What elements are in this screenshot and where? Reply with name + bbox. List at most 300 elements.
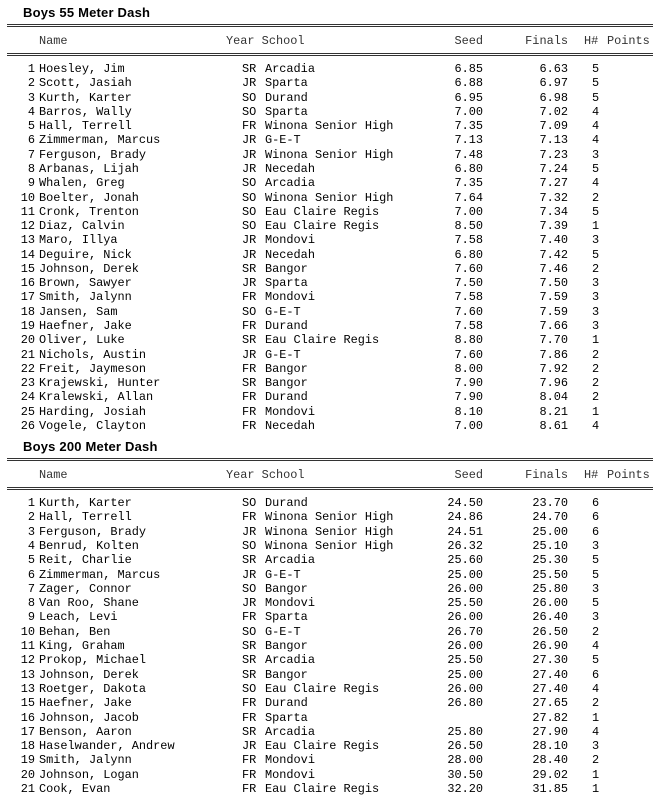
finals-cell: 27.40 xyxy=(532,667,568,682)
column-header-heat: H# xyxy=(584,468,599,482)
athlete-name-cell: Leach, Levi xyxy=(39,610,118,625)
school-cell: Durand xyxy=(265,496,308,510)
athlete-name-cell: Cook, Evan xyxy=(39,782,111,796)
seed-cell: 25.50 xyxy=(447,653,483,668)
athlete-name-cell: Deguire, Nick xyxy=(39,247,132,262)
finals-cell: 7.86 xyxy=(539,347,568,362)
column-header-name: Name xyxy=(39,468,68,482)
place-cell: 13 xyxy=(20,233,35,248)
seed-cell: 6.80 xyxy=(454,247,483,262)
heat-cell: 2 xyxy=(592,753,600,768)
heat-cell: 6 xyxy=(592,667,600,682)
heat-cell: 6 xyxy=(592,524,600,539)
finals-cell: 7.09 xyxy=(539,119,568,134)
school-cell: Bangor xyxy=(265,581,308,596)
column-header-points: Points xyxy=(607,34,650,48)
school-cell: Durand xyxy=(265,696,308,711)
place-cell: 13 xyxy=(20,681,35,696)
heat-cell: 2 xyxy=(592,261,600,276)
athlete-name-cell: Oliver, Luke xyxy=(39,333,125,348)
place-cell: 5 xyxy=(27,119,35,134)
athlete-name-cell: Vogele, Clayton xyxy=(39,419,147,433)
heat-cell: 2 xyxy=(592,696,600,711)
seed-cell: 32.20 xyxy=(447,782,483,796)
school-cell: Necedah xyxy=(265,161,315,176)
year-cell: JR xyxy=(242,596,257,611)
heat-cell: 3 xyxy=(592,538,600,553)
finals-cell: 7.39 xyxy=(539,219,568,234)
school-cell: Necedah xyxy=(265,247,315,262)
finals-cell: 7.23 xyxy=(539,147,568,162)
school-cell: Mondovi xyxy=(265,290,315,305)
heat-cell: 3 xyxy=(592,581,600,596)
seed-cell: 6.80 xyxy=(454,161,483,176)
year-cell: SR xyxy=(242,62,257,76)
school-cell: Eau Claire Regis xyxy=(265,739,380,754)
column-header-name: Name xyxy=(39,34,68,48)
heat-cell: 5 xyxy=(592,653,600,668)
seed-cell: 25.60 xyxy=(447,553,483,568)
seed-cell: 7.58 xyxy=(454,319,483,334)
year-cell: SO xyxy=(242,581,257,596)
place-cell: 19 xyxy=(20,753,35,768)
year-cell: SR xyxy=(242,667,257,682)
seed-cell: 7.35 xyxy=(454,119,483,134)
year-cell: FR xyxy=(242,753,257,768)
heat-cell: 3 xyxy=(592,304,600,319)
heat-cell: 2 xyxy=(592,390,600,405)
athlete-name-cell: Maro, Illya xyxy=(39,233,118,248)
year-cell: FR xyxy=(242,319,257,334)
athlete-name-cell: Whalen, Greg xyxy=(39,176,125,191)
heat-cell: 1 xyxy=(592,333,600,348)
place-cell: 4 xyxy=(27,104,35,119)
athlete-name-cell: Haselwander, Andrew xyxy=(39,739,175,754)
seed-cell: 8.00 xyxy=(454,361,483,376)
athlete-name-cell: Ferguson, Brady xyxy=(39,524,147,539)
school-cell: Necedah xyxy=(265,419,315,433)
finals-cell: 27.30 xyxy=(532,653,568,668)
seed-cell: 7.13 xyxy=(454,133,483,148)
finals-cell: 24.70 xyxy=(532,510,568,525)
school-cell: Arcadia xyxy=(265,62,315,76)
place-cell: 20 xyxy=(20,767,35,782)
year-cell: JR xyxy=(242,347,257,362)
place-cell: 17 xyxy=(20,290,35,305)
year-cell: SR xyxy=(242,376,257,391)
year-cell: SR xyxy=(242,653,257,668)
place-cell: 21 xyxy=(20,347,35,362)
heat-cell: 2 xyxy=(592,347,600,362)
heat-cell: 1 xyxy=(592,767,600,782)
seed-cell: 25.00 xyxy=(447,667,483,682)
school-cell: Eau Claire Regis xyxy=(265,333,380,348)
year-cell: SR xyxy=(242,639,257,653)
school-cell: Bangor xyxy=(265,261,308,276)
seed-cell: 7.90 xyxy=(454,376,483,391)
year-cell: JR xyxy=(242,76,257,91)
finals-cell: 28.40 xyxy=(532,753,568,768)
column-header-heat: H# xyxy=(584,34,599,48)
finals-cell: 7.46 xyxy=(539,261,568,276)
place-cell: 18 xyxy=(20,739,35,754)
place-cell: 2 xyxy=(27,510,35,525)
heat-cell: 3 xyxy=(592,233,600,248)
athlete-name-cell: Roetger, Dakota xyxy=(39,681,147,696)
place-cell: 19 xyxy=(20,319,35,334)
year-cell: FR xyxy=(242,119,257,134)
year-cell: JR xyxy=(242,524,257,539)
school-cell: Arcadia xyxy=(265,653,315,668)
finals-cell: 7.66 xyxy=(539,319,568,334)
athlete-name-cell: Freit, Jaymeson xyxy=(39,361,147,376)
place-cell: 23 xyxy=(20,376,35,391)
seed-cell: 26.00 xyxy=(447,581,483,596)
finals-cell: 29.02 xyxy=(532,767,568,782)
athlete-name-cell: Hall, Terrell xyxy=(39,119,132,134)
seed-cell: 30.50 xyxy=(447,767,483,782)
heat-cell: 5 xyxy=(592,204,600,219)
athlete-name-cell: Krajewski, Hunter xyxy=(39,376,161,391)
athlete-name-cell: Arbanas, Lijah xyxy=(39,161,139,176)
school-cell: Sparta xyxy=(265,276,308,291)
finals-cell: 25.00 xyxy=(532,524,568,539)
column-header-year-school: Year School xyxy=(226,34,305,48)
finals-cell: 7.59 xyxy=(539,290,568,305)
header-rule xyxy=(7,487,653,490)
finals-cell: 6.63 xyxy=(539,62,568,76)
seed-cell: 25.00 xyxy=(447,567,483,582)
athlete-name-cell: Johnson, Logan xyxy=(39,767,139,782)
athlete-name-cell: Behan, Ben xyxy=(39,624,111,639)
place-cell: 5 xyxy=(27,553,35,568)
heat-cell: 3 xyxy=(592,610,600,625)
athlete-name-cell: Johnson, Derek xyxy=(39,667,139,682)
finals-cell: 27.82 xyxy=(532,710,568,725)
heat-cell: 4 xyxy=(592,119,600,134)
year-cell: FR xyxy=(242,767,257,782)
year-cell: FR xyxy=(242,510,257,525)
heat-cell: 1 xyxy=(592,782,600,796)
school-cell: Mondovi xyxy=(265,767,315,782)
place-cell: 24 xyxy=(20,390,35,405)
heat-cell: 4 xyxy=(592,104,600,119)
athlete-name-cell: Cronk, Trenton xyxy=(39,204,139,219)
place-cell: 11 xyxy=(20,204,35,219)
school-cell: Durand xyxy=(265,90,308,105)
athlete-name-cell: Smith, Jalynn xyxy=(39,753,132,768)
finals-cell: 27.65 xyxy=(532,696,568,711)
school-cell: Arcadia xyxy=(265,724,315,739)
school-cell: G-E-T xyxy=(265,624,301,639)
header-rule xyxy=(7,53,653,56)
place-cell: 10 xyxy=(20,624,35,639)
athlete-name-cell: Kralewski, Allan xyxy=(39,390,154,405)
column-header-finals: Finals xyxy=(525,468,568,482)
column-header-finals: Finals xyxy=(525,34,568,48)
finals-cell: 26.40 xyxy=(532,610,568,625)
year-cell: JR xyxy=(242,276,257,291)
school-cell: Durand xyxy=(265,390,308,405)
finals-cell: 7.34 xyxy=(539,204,568,219)
finals-cell: 8.04 xyxy=(539,390,568,405)
finals-cell: 7.02 xyxy=(539,104,568,119)
seed-cell: 7.00 xyxy=(454,204,483,219)
heat-cell: 5 xyxy=(592,90,600,105)
finals-cell: 7.24 xyxy=(539,161,568,176)
school-cell: Arcadia xyxy=(265,553,315,568)
place-cell: 26 xyxy=(20,419,35,433)
athlete-name-cell: Johnson, Derek xyxy=(39,261,139,276)
year-cell: JR xyxy=(242,739,257,754)
seed-cell: 7.48 xyxy=(454,147,483,162)
finals-cell: 25.10 xyxy=(532,538,568,553)
school-cell: Eau Claire Regis xyxy=(265,782,380,796)
heat-cell: 5 xyxy=(592,62,600,76)
school-cell: Sparta xyxy=(265,610,308,625)
school-cell: Winona Senior High xyxy=(265,147,394,162)
school-cell: G-E-T xyxy=(265,567,301,582)
year-cell: SR xyxy=(242,261,257,276)
place-cell: 8 xyxy=(27,596,35,611)
school-cell: Eau Claire Regis xyxy=(265,681,380,696)
heat-cell: 5 xyxy=(592,76,600,91)
school-cell: G-E-T xyxy=(265,304,301,319)
place-cell: 12 xyxy=(20,219,35,234)
year-cell: JR xyxy=(242,133,257,148)
finals-cell: 26.50 xyxy=(532,624,568,639)
athlete-name-cell: Boelter, Jonah xyxy=(39,190,139,205)
seed-cell: 7.60 xyxy=(454,304,483,319)
school-cell: Eau Claire Regis xyxy=(265,204,380,219)
year-cell: FR xyxy=(242,419,257,433)
seed-cell: 7.00 xyxy=(454,419,483,433)
year-cell: FR xyxy=(242,610,257,625)
school-cell: Eau Claire Regis xyxy=(265,219,380,234)
year-cell: SO xyxy=(242,204,257,219)
place-cell: 3 xyxy=(27,90,35,105)
school-cell: Sparta xyxy=(265,76,308,91)
heat-cell: 4 xyxy=(592,133,600,148)
athlete-name-cell: Haefner, Jake xyxy=(39,319,132,334)
athlete-name-cell: Benson, Aaron xyxy=(39,724,132,739)
athlete-name-cell: Harding, Josiah xyxy=(39,404,147,419)
year-cell: JR xyxy=(242,567,257,582)
school-cell: Mondovi xyxy=(265,753,315,768)
school-cell: Winona Senior High xyxy=(265,510,394,525)
finals-cell: 25.30 xyxy=(532,553,568,568)
year-cell: FR xyxy=(242,290,257,305)
year-cell: FR xyxy=(242,390,257,405)
athlete-name-cell: Johnson, Jacob xyxy=(39,710,139,725)
year-cell: SO xyxy=(242,496,257,510)
place-cell: 8 xyxy=(27,161,35,176)
place-cell: 2 xyxy=(27,76,35,91)
seed-cell: 8.80 xyxy=(454,333,483,348)
school-cell: Sparta xyxy=(265,104,308,119)
school-cell: Winona Senior High xyxy=(265,538,394,553)
place-cell: 1 xyxy=(27,496,35,510)
place-cell: 15 xyxy=(20,261,35,276)
place-cell: 6 xyxy=(27,133,35,148)
year-cell: SO xyxy=(242,90,257,105)
column-header-points: Points xyxy=(607,468,650,482)
seed-cell: 8.10 xyxy=(454,404,483,419)
athlete-name-cell: Benrud, Kolten xyxy=(39,538,139,553)
heat-cell: 1 xyxy=(592,710,600,725)
heat-cell: 3 xyxy=(592,276,600,291)
event-title: Boys 55 Meter Dash xyxy=(23,5,151,20)
heat-cell: 2 xyxy=(592,361,600,376)
header-rule xyxy=(7,458,653,461)
place-cell: 11 xyxy=(20,639,35,653)
finals-cell: 8.61 xyxy=(539,419,568,433)
column-header-seed: Seed xyxy=(454,468,483,482)
year-cell: FR xyxy=(242,696,257,711)
place-cell: 22 xyxy=(20,361,35,376)
finals-cell: 27.40 xyxy=(532,681,568,696)
finals-cell: 7.32 xyxy=(539,190,568,205)
place-cell: 7 xyxy=(27,147,35,162)
heat-cell: 5 xyxy=(592,567,600,582)
heat-cell: 4 xyxy=(592,724,600,739)
year-cell: SO xyxy=(242,104,257,119)
heat-cell: 6 xyxy=(592,510,600,525)
seed-cell: 24.50 xyxy=(447,496,483,510)
heat-cell: 5 xyxy=(592,161,600,176)
year-cell: SO xyxy=(242,190,257,205)
athlete-name-cell: Brown, Sawyer xyxy=(39,276,132,291)
heat-cell: 5 xyxy=(592,553,600,568)
finals-cell: 7.40 xyxy=(539,233,568,248)
school-cell: Winona Senior High xyxy=(265,524,394,539)
finals-cell: 7.27 xyxy=(539,176,568,191)
finals-cell: 7.59 xyxy=(539,304,568,319)
column-header-seed: Seed xyxy=(454,34,483,48)
place-cell: 18 xyxy=(20,304,35,319)
year-cell: FR xyxy=(242,710,257,725)
heat-cell: 4 xyxy=(592,639,600,653)
event-title: Boys 200 Meter Dash xyxy=(23,439,158,454)
year-cell: JR xyxy=(242,147,257,162)
year-cell: JR xyxy=(242,161,257,176)
seed-cell: 7.90 xyxy=(454,390,483,405)
heat-cell: 3 xyxy=(592,290,600,305)
seed-cell: 26.80 xyxy=(447,696,483,711)
school-cell: Mondovi xyxy=(265,233,315,248)
athlete-name-cell: Nichols, Austin xyxy=(39,347,147,362)
finals-cell: 7.96 xyxy=(539,376,568,391)
heat-cell: 6 xyxy=(592,496,600,510)
school-cell: Arcadia xyxy=(265,176,315,191)
school-cell: Bangor xyxy=(265,667,308,682)
school-cell: Bangor xyxy=(265,361,308,376)
seed-cell: 24.51 xyxy=(447,524,483,539)
seed-cell: 24.86 xyxy=(447,510,483,525)
seed-cell: 6.95 xyxy=(454,90,483,105)
athlete-name-cell: Reit, Charlie xyxy=(39,553,132,568)
place-cell: 4 xyxy=(27,538,35,553)
heat-cell: 2 xyxy=(592,376,600,391)
seed-cell: 7.35 xyxy=(454,176,483,191)
athlete-name-cell: King, Graham xyxy=(39,639,125,653)
finals-cell: 7.92 xyxy=(539,361,568,376)
seed-cell: 7.60 xyxy=(454,261,483,276)
athlete-name-cell: Zager, Connor xyxy=(39,581,132,596)
seed-cell: 6.88 xyxy=(454,76,483,91)
year-cell: SR xyxy=(242,333,257,348)
seed-cell: 8.50 xyxy=(454,219,483,234)
finals-cell: 26.00 xyxy=(532,596,568,611)
heat-cell: 3 xyxy=(592,319,600,334)
heat-cell: 1 xyxy=(592,404,600,419)
finals-cell: 23.70 xyxy=(532,496,568,510)
athlete-name-cell: Hall, Terrell xyxy=(39,510,132,525)
seed-cell: 25.80 xyxy=(447,724,483,739)
place-cell: 14 xyxy=(20,247,35,262)
athlete-name-cell: Haefner, Jake xyxy=(39,696,132,711)
seed-cell: 7.60 xyxy=(454,347,483,362)
athlete-name-cell: Zimmerman, Marcus xyxy=(39,133,161,148)
athlete-name-cell: Diaz, Calvin xyxy=(39,219,125,234)
school-cell: Winona Senior High xyxy=(265,119,394,134)
school-cell: Mondovi xyxy=(265,596,315,611)
place-cell: 13 xyxy=(20,667,35,682)
place-cell: 9 xyxy=(27,176,35,191)
year-cell: SO xyxy=(242,681,257,696)
place-cell: 6 xyxy=(27,567,35,582)
athlete-name-cell: Van Roo, Shane xyxy=(39,596,139,611)
heat-cell: 5 xyxy=(592,596,600,611)
heat-cell: 5 xyxy=(592,247,600,262)
finals-cell: 31.85 xyxy=(532,782,568,796)
heat-cell: 2 xyxy=(592,624,600,639)
seed-cell: 26.50 xyxy=(447,739,483,754)
seed-cell: 7.64 xyxy=(454,190,483,205)
year-cell: SO xyxy=(242,219,257,234)
place-cell: 15 xyxy=(20,696,35,711)
header-rule xyxy=(7,24,653,27)
year-cell: SR xyxy=(242,724,257,739)
seed-cell: 26.00 xyxy=(447,639,483,653)
place-cell: 3 xyxy=(27,524,35,539)
seed-cell: 26.00 xyxy=(447,681,483,696)
athlete-name-cell: Ferguson, Brady xyxy=(39,147,147,162)
school-cell: G-E-T xyxy=(265,133,301,148)
seed-cell: 7.50 xyxy=(454,276,483,291)
heat-cell: 3 xyxy=(592,739,600,754)
seed-cell: 26.70 xyxy=(447,624,483,639)
place-cell: 1 xyxy=(27,62,35,76)
year-cell: SO xyxy=(242,538,257,553)
year-cell: JR xyxy=(242,247,257,262)
athlete-name-cell: Barros, Wally xyxy=(39,104,132,119)
year-cell: SR xyxy=(242,553,257,568)
school-cell: Durand xyxy=(265,319,308,334)
heat-cell: 4 xyxy=(592,681,600,696)
place-cell: 10 xyxy=(20,190,35,205)
finals-cell: 6.97 xyxy=(539,76,568,91)
school-cell: G-E-T xyxy=(265,347,301,362)
school-cell: Winona Senior High xyxy=(265,190,394,205)
finals-cell: 7.13 xyxy=(539,133,568,148)
place-cell: 16 xyxy=(20,276,35,291)
seed-cell: 7.58 xyxy=(454,233,483,248)
year-cell: SO xyxy=(242,624,257,639)
place-cell: 16 xyxy=(20,710,35,725)
finals-cell: 7.50 xyxy=(539,276,568,291)
finals-cell: 6.98 xyxy=(539,90,568,105)
